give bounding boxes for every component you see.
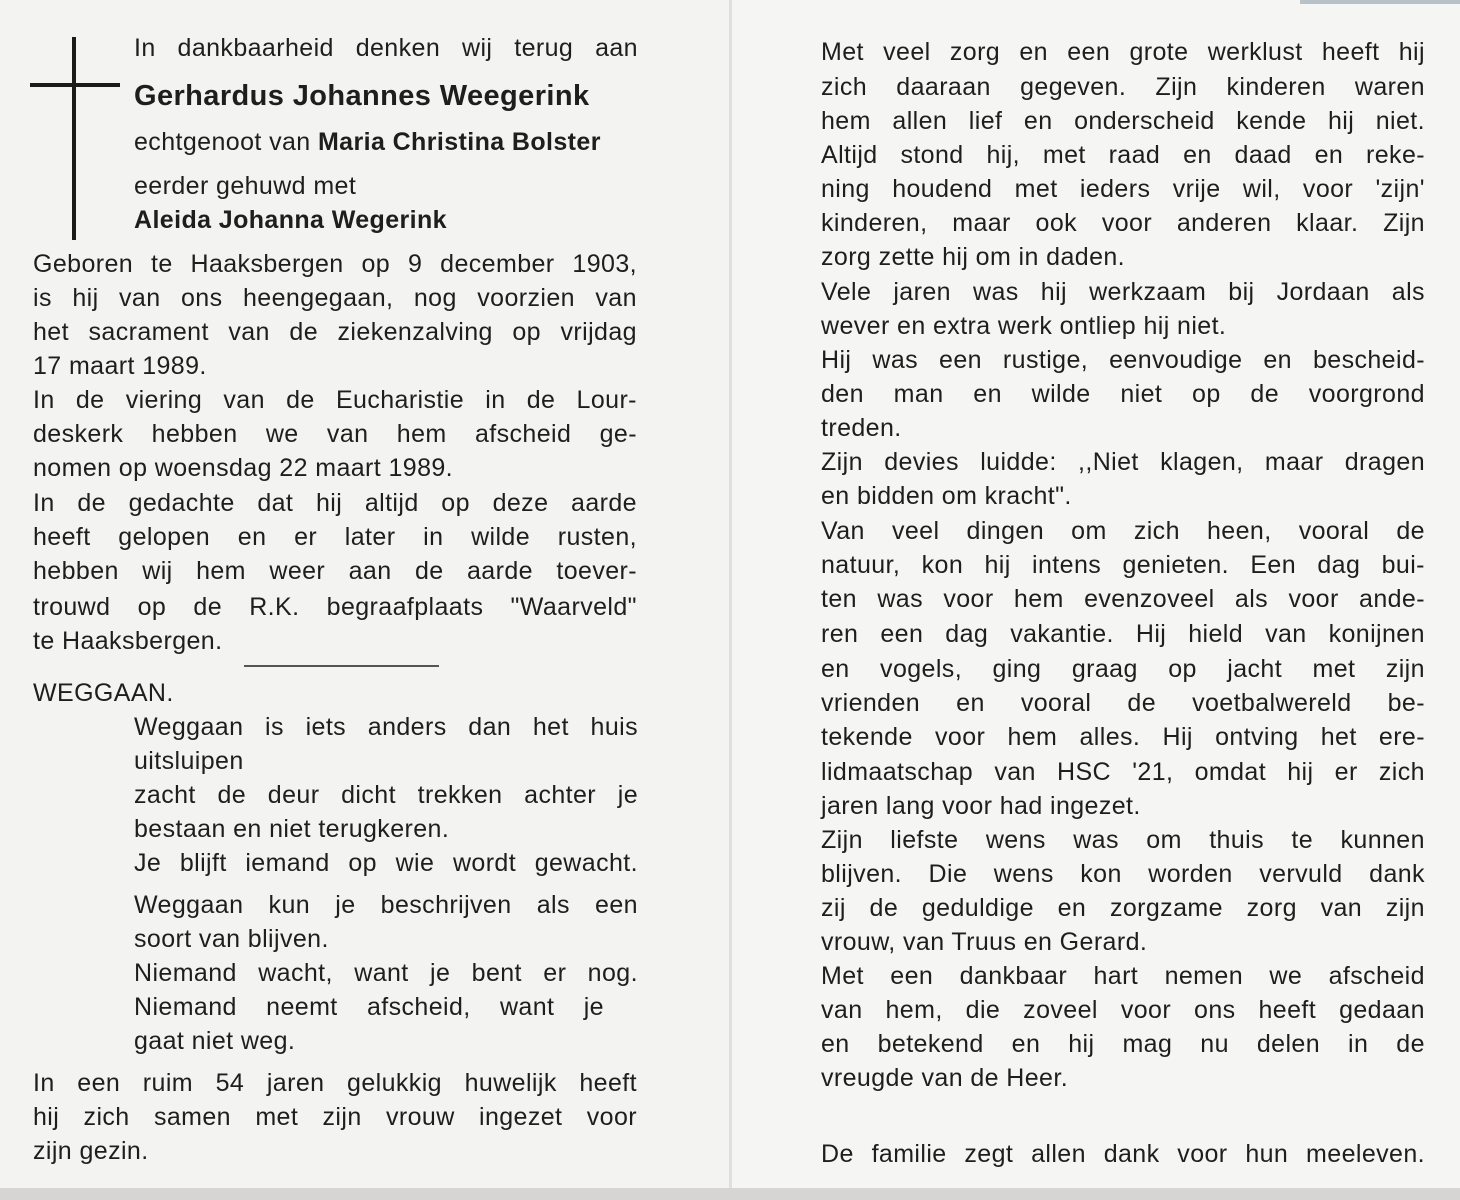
- left-text-line: te Haaksbergen.: [33, 627, 223, 655]
- poem-line: soort van blijven.: [134, 925, 329, 953]
- poem-line: uitsluipen: [134, 747, 244, 775]
- cross-icon-bar: [30, 83, 120, 87]
- right-text-line: zij de geduldige en zorgzame zorg van zijn: [821, 894, 1425, 922]
- right-text-line: blijven. Die wens kon worden vervuld dank: [821, 860, 1425, 888]
- scan-top-edge: [1300, 0, 1460, 4]
- right-text-line: den man en wilde niet op de voorgrond: [821, 380, 1425, 408]
- right-text-line: van hem, die zoveel voor ons heeft gedaan: [821, 996, 1425, 1024]
- card-fold: [729, 0, 732, 1200]
- right-text-line: jaren lang voor had ingezet.: [821, 792, 1141, 820]
- left-closing-line: In een ruim 54 jaren gelukkig huwelijk heeft: [33, 1069, 637, 1097]
- poem-line: Weggaan is iets anders dan het huis: [134, 713, 638, 741]
- spouse-prefix: echtgenoot van: [134, 128, 311, 156]
- right-text-line: lidmaatschap van HSC '21, omdat hij er zich: [821, 758, 1425, 786]
- right-text-line: Met veel zorg en een grote werklust heeft hij: [821, 38, 1425, 66]
- right-text-line: Vele jaren was hij werkzaam bij Jordaan als: [821, 278, 1425, 306]
- right-text-line: treden.: [821, 414, 902, 442]
- left-text-line: In de gedachte dat hij altijd op deze aarde: [33, 489, 637, 517]
- right-text-line: natuur, kon hij intens genieten. Een dag bui-: [821, 551, 1425, 579]
- family-thanks: De familie zegt allen dank voor hun meeleven.: [821, 1140, 1425, 1168]
- right-text-line: Hij was een rustige, eenvoudige en bescheid-: [821, 346, 1425, 374]
- left-text-line: is hij van ons heengegaan, nog voorzien van: [33, 284, 637, 312]
- divider: [244, 665, 439, 667]
- poem-line: Je blijft iemand op wie wordt gewacht.: [134, 849, 638, 877]
- right-text-line: ten was voor hem evenzoveel als voor ande-: [821, 585, 1425, 613]
- scan-bottom-edge: [0, 1188, 1460, 1200]
- right-text-line: Met een dankbaar hart nemen we afscheid: [821, 962, 1425, 990]
- right-text-line: vrouw, van Truus en Gerard.: [821, 928, 1148, 956]
- earlier-marriage-text: eerder gehuwd met: [134, 172, 357, 200]
- right-text-line: hem allen lief en onderscheid kende hij niet.: [821, 107, 1425, 135]
- poem-line: Weggaan kun je beschrijven als een: [134, 891, 638, 919]
- right-text-line: wever en extra werk ontliep hij niet.: [821, 312, 1227, 340]
- cross-icon: [72, 37, 76, 240]
- poem-line: Niemand neemt afscheid, want je: [134, 993, 604, 1021]
- left-text-line: het sacrament van de ziekenzalving op vrijdag: [33, 318, 637, 346]
- right-text-line: Zijn liefste wens was om thuis te kunnen: [821, 826, 1425, 854]
- right-text-line: en vogels, ging graag op jacht met zijn: [821, 655, 1425, 683]
- right-text-line: vrienden en vooral de voetbalwereld be-: [821, 689, 1425, 717]
- left-closing-line: zijn gezin.: [33, 1137, 149, 1165]
- intro-text: In dankbaarheid denken wij terug aan: [134, 34, 638, 62]
- poem-line: Niemand wacht, want je bent er nog.: [134, 959, 638, 987]
- left-text-line: trouwd op de R.K. begraafplaats "Waarveld": [33, 593, 637, 621]
- right-text-line: zich daaraan gegeven. Zijn kinderen waren: [821, 73, 1425, 101]
- left-text-line: hebben wij hem weer aan de aarde toever-: [33, 557, 637, 585]
- right-text-line: Altijd stond hij, met raad en daad en reke-: [821, 141, 1425, 169]
- right-text-line: vreugde van de Heer.: [821, 1064, 1069, 1092]
- poem-title: WEGGAAN.: [33, 679, 174, 707]
- deceased-name: Gerhardus Johannes Weegerink: [134, 80, 590, 112]
- right-text-line: ren een dag vakantie. Hij hield van konijnen: [821, 620, 1425, 648]
- right-text-line: zorg zette hij om in daden.: [821, 243, 1126, 271]
- poem-line: gaat niet weg.: [134, 1027, 296, 1055]
- right-text-line: en betekend en hij mag nu delen in de: [821, 1030, 1425, 1058]
- left-text-line: nomen op woensdag 22 maart 1989.: [33, 454, 454, 482]
- earlier-spouse-name: Aleida Johanna Wegerink: [134, 206, 447, 234]
- left-closing-line: hij zich samen met zijn vrouw ingezet voor: [33, 1103, 637, 1131]
- left-text-line: 17 maart 1989.: [33, 352, 207, 380]
- right-text-line: tekende voor hem alles. Hij ontving het ere-: [821, 723, 1425, 751]
- right-text-line: Van veel dingen om zich heen, vooral de: [821, 517, 1425, 545]
- right-text-line: en bidden om kracht".: [821, 482, 1072, 510]
- poem-line: bestaan en niet terugkeren.: [134, 815, 450, 843]
- right-text-line: kinderen, maar ook voor anderen klaar. Zijn: [821, 209, 1425, 237]
- left-text-line: Geboren te Haaksbergen op 9 december 1903,: [33, 250, 637, 278]
- spouse-line: [134, 127, 601, 157]
- left-text-line: heeft gelopen en er later in wilde rusten,: [33, 523, 637, 551]
- right-text-line: Zijn devies luidde: ,,Niet klagen, maar dragen: [821, 448, 1425, 476]
- right-text-line: ning houdend met ieders vrije wil, voor 'zijn': [821, 175, 1425, 203]
- left-text-line: deskerk hebben we van hem afscheid ge-: [33, 420, 637, 448]
- poem-line: zacht de deur dicht trekken achter je: [134, 781, 638, 809]
- left-text-line: In de viering van de Eucharistie in de Lour-: [33, 386, 637, 414]
- spouse-name: Maria Christina Bolster: [317, 128, 601, 156]
